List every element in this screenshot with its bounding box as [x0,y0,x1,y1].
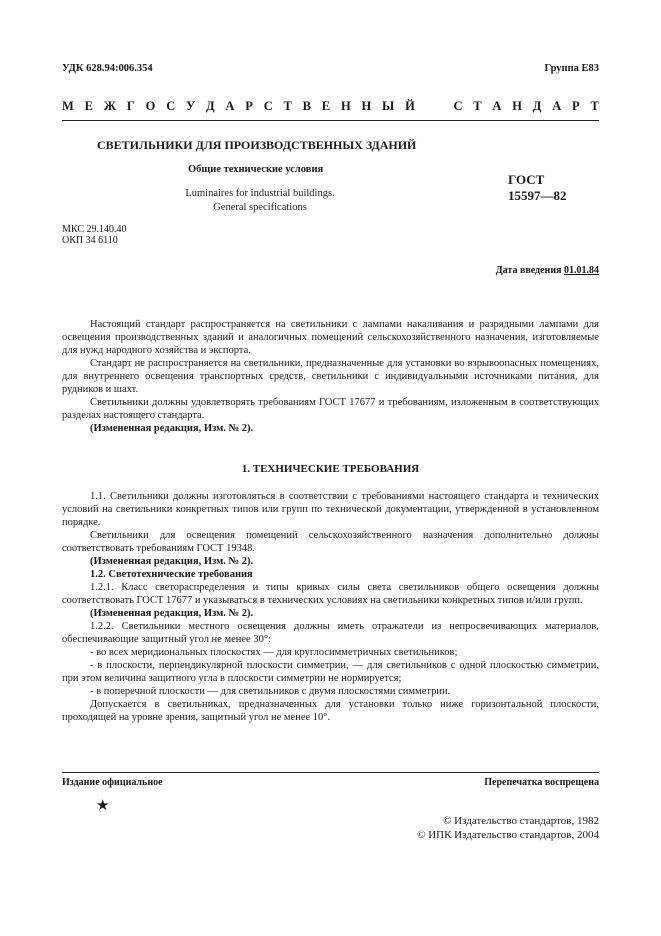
paragraph: - в поперечной плоскости — для светильников с двумя плоскостями симметрии. [90,686,451,697]
banner-letter: Д [206,99,215,113]
banner-letter: У [186,99,196,113]
banner-letter: Д [532,99,542,113]
paragraph: Светильники должны удовлетворять требованиям ГОСТ 17677 и требованиям, изложенным в соответствующих разделах настоящего стандарта. [62,397,599,421]
banner-letter: А [225,99,235,113]
paragraph: (Измененная редакция, Изм. № 2). [90,423,254,434]
banner-letter: Й [405,99,415,113]
banner-letter: Н [340,99,351,113]
udk-code: УДК 628.94:006.354 [62,63,153,74]
section-heading: 1. ТЕХНИЧЕСКИЕ ТРЕБОВАНИЯ [241,463,420,475]
okp-code: ОКП 34 6110 [62,235,118,246]
paragraph: Настоящий стандарт распространяется на светильники с лампами накаливания и разрядными лампами для освещения производственных зданий и аналогичных помещений сельскохозяйственного назначения, изготовляемые для нужд народного хозяйства и экспорта. [62,319,599,356]
banner-gap [440,99,443,114]
copyright-line: © Издательство стандартов, 1982 [443,815,599,827]
reprint-notice: Перепечатка воспрещена [484,777,599,788]
banner-letter: А [552,99,562,113]
official-edition: Издание официальное [62,777,163,788]
footer-rule [62,772,599,773]
paragraph: - в плоскости, перпендикулярной плоскости симметрии, — для светильников с одной плоскостью симметрии, при этом величина защитного угла в плоскости симметрии не нормируется; [62,660,599,684]
banner-row [62,99,599,114]
banner-letter: А [492,99,502,113]
header-rule [62,120,599,121]
section-text [62,490,599,724]
copyright-block [417,814,599,842]
banner-letter: С [166,99,176,113]
paragraph: Светильники для освещения помещений сельскохозяйственного назначения дополнительно должны соответствовать требованиям ГОСТ 19348. [62,530,599,554]
group-code: Группа Е83 [544,63,599,74]
effective-date-label: Дата введения [495,265,562,276]
paragraph: 1.2.2. Светильники местного освещения должны иметь отражатели из непросвечивающих материалов, обеспечивающие защитный угол не менее 30°: [62,621,599,645]
banner-letter: Т [590,99,599,113]
banner-letter: Е [321,99,331,113]
mks-code: МКС 29.140.40 [62,224,127,235]
classification-codes [62,224,126,246]
banner-letter: Т [283,99,292,113]
star-icon: ★ [96,798,110,814]
paragraph: (Измененная редакция, Изм. № 2). [90,556,254,567]
gost-code: 15597—82 [508,188,567,203]
banner-letter: Ы [382,99,395,113]
paragraph: 1.2. Светотехнические требования [90,569,253,580]
banner-letter: Г [126,99,135,113]
intro-text [62,318,599,435]
english-title-line: Luminaires for industrial buildings. [185,188,335,199]
banner-letter: Т [473,99,482,113]
paragraph: Допускается в светильниках, предназначенных для установки только ниже горизонтальной плоскости, проходящей на уровне зрения, защитный угол не менее 10°. [62,699,599,723]
gost-label: ГОСТ [508,172,545,187]
banner-letter: Ж [103,99,117,113]
english-title [150,187,370,214]
gost-number [508,172,567,204]
banner-letter: М [62,99,74,113]
paragraph: - во всех меридиональных плоскостях — для круглосимметричных светильников; [90,647,458,658]
banner-letter: Е [84,99,93,113]
banner-letter: О [145,99,156,113]
banner-letter: Р [245,99,253,113]
banner-letter: С [453,99,463,113]
document-subtitle: Общие технические условия [188,164,324,175]
copyright-line: © ИПК Издательство стандартов, 2004 [417,829,599,841]
banner-letter: В [302,99,311,113]
paragraph: (Измененная редакция, Изм. № 2). [90,608,254,619]
document-title: СВЕТИЛЬНИКИ ДЛЯ ПРОИЗВОДСТВЕННЫХ ЗДАНИЙ [97,138,417,152]
standard-banner [62,99,599,114]
banner-letter: Н [512,99,522,113]
effective-date-value: 01.01.84 [564,265,599,276]
paragraph: 1.2.1. Класс светораспределения и типы кривых силы света светильников общего освещения должны соответствовать ГОСТ 17677 и указываться в технических условиях на светильники конкретных типов и/или групп. [62,582,599,606]
banner-letter: Р [572,99,580,113]
paragraph: Стандарт не распространяется на светильники, предназначенные для установки во взрывоопасных помещениях, для внутреннего освещения транспортных средств, светильники с индивидуальными источниками питания, для рудников и шахт. [62,358,599,395]
banner-letter: Н [361,99,372,113]
effective-date [496,265,599,276]
paragraph: 1.1. Светильники должны изготовляться в соответствии с требованиями настоящего стандарта и технических условий на светильники конкретных типов или групп по технической документации, утвержденной в установленном порядке. [62,491,599,528]
banner-gap [426,99,429,114]
banner-letter: С [263,99,273,113]
english-title-line: General specifications [213,201,307,213]
